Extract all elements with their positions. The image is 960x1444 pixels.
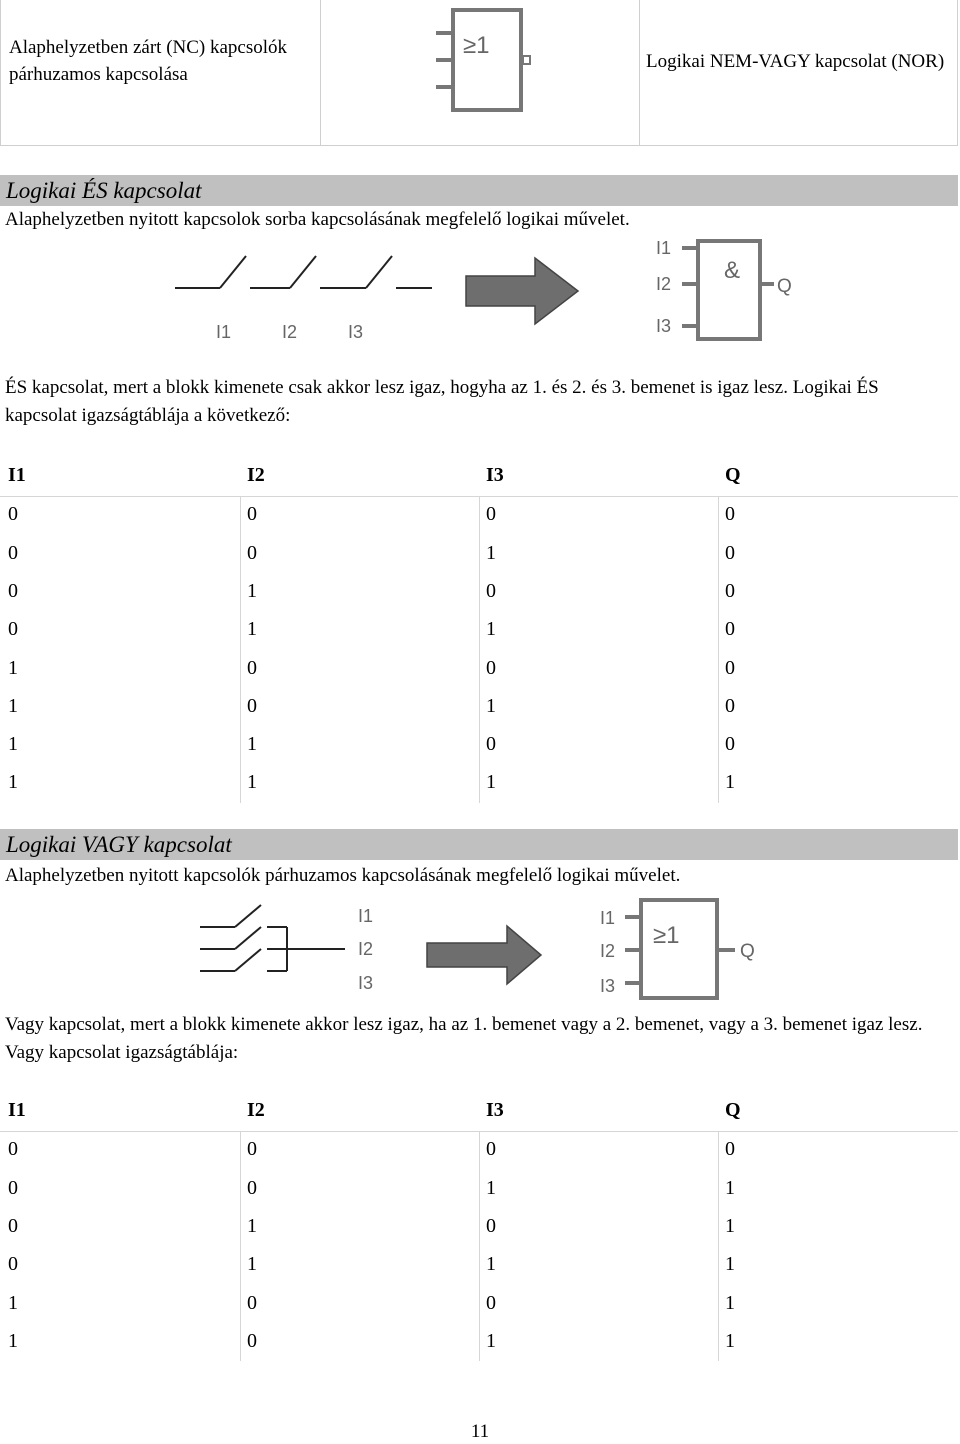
table-cell: 0 — [8, 541, 18, 564]
or-switch-label-i1: I1 — [358, 906, 374, 926]
table-cell: 0 — [725, 656, 735, 679]
table-cell: 0 — [486, 1214, 496, 1237]
and-gate-label: & — [724, 257, 741, 284]
table-cell: 0 — [486, 656, 496, 679]
table-cell: 1 — [247, 1253, 257, 1276]
table-cell: 0 — [486, 1291, 496, 1314]
or-switch-label-i2: I2 — [358, 939, 374, 959]
table-cell: 1 — [8, 1329, 18, 1352]
table-cell: 1 — [247, 1214, 257, 1237]
header-divider — [0, 496, 958, 497]
table-cell: 1 — [725, 1253, 735, 1276]
table-cell: 0 — [8, 1138, 18, 1161]
or-section-description: Alaphelyzetben nyitott kapcsolók párhuzamos kapcsolásának megfelelő logikai művelet. — [5, 865, 681, 886]
right-arrow-icon — [427, 926, 541, 984]
and-gate-icon — [682, 241, 774, 339]
table-cell: 0 — [247, 1138, 257, 1161]
table-cell: 0 — [8, 618, 18, 641]
table-cell: 1 — [486, 1176, 496, 1199]
table-cell: 1 — [247, 618, 257, 641]
table-cell: 1 — [8, 771, 18, 794]
table-cell: 0 — [247, 1329, 257, 1352]
table-cell: 1 — [8, 1291, 18, 1314]
column-divider — [240, 1131, 241, 1361]
or-gate-icon — [625, 900, 735, 998]
nor-gate-symbol — [321, 0, 641, 146]
table-cell: 0 — [8, 1214, 18, 1237]
table-cell: 0 — [486, 579, 496, 602]
column-divider — [479, 496, 480, 802]
table-cell: 0 — [486, 733, 496, 756]
table-cell: 1 — [486, 1329, 496, 1352]
table-cell: 0 — [247, 694, 257, 717]
or-gate-label: ≥1 — [653, 922, 680, 949]
table-cell: 1 — [247, 733, 257, 756]
table-cell: 1 — [486, 541, 496, 564]
table-cell: 0 — [725, 503, 735, 526]
table-cell: 0 — [725, 618, 735, 641]
table-cell: 1 — [247, 771, 257, 794]
column-divider — [240, 496, 241, 802]
table-cell: 0 — [486, 503, 496, 526]
table-cell: 0 — [725, 733, 735, 756]
table-cell: 1 — [8, 656, 18, 679]
and-gate-input-i2: I2 — [656, 274, 672, 294]
column-header: Q — [725, 1099, 741, 1121]
table-cell: 0 — [725, 579, 735, 602]
top-cell-middle — [320, 0, 640, 146]
table-cell: 0 — [725, 1138, 735, 1161]
column-header: Q — [725, 464, 741, 486]
or-switch-label-i3: I3 — [358, 973, 374, 993]
series-switches-icon — [175, 256, 432, 288]
or-section-explanation: Vagy kapcsolat, mert a blokk kimenete akkor lesz igaz, ha az 1. bemenet vagy a 2. bemenet, vagy a 3. bemenet igaz lesz. Vagy kapcsolat igazságtáblája: — [5, 1014, 923, 1063]
nor-text: Logikai NEM-VAGY kapcsolat (NOR) — [646, 51, 945, 72]
table-cell: 1 — [725, 1329, 735, 1352]
column-header: I1 — [8, 1099, 26, 1121]
and-switch-label-i2: I2 — [282, 322, 298, 342]
right-arrow-icon — [466, 258, 578, 324]
or-truth-table — [0, 1093, 958, 1363]
column-header: I1 — [8, 464, 26, 486]
and-switch-label-i3: I3 — [348, 322, 364, 342]
table-cell: 0 — [8, 1176, 18, 1199]
parallel-switches-icon — [200, 905, 345, 971]
table-cell: 0 — [247, 1291, 257, 1314]
table-cell: 0 — [725, 541, 735, 564]
column-header: I2 — [247, 464, 265, 486]
table-cell: 0 — [247, 1176, 257, 1199]
and-section-explanation: ÉS kapcsolat, mert a blokk kimenete csak akkor lesz igaz, hogyha az 1. és 2. és 3. bemenet is igaz lesz. Logikai ÉS kapcsolat igazságtáblája a következő: — [5, 377, 879, 426]
and-truth-table — [0, 458, 958, 803]
table-cell: 0 — [8, 1253, 18, 1276]
nor-gate-label: ≥1 — [463, 32, 490, 59]
and-gate-input-i3: I3 — [656, 316, 672, 336]
table-cell: 0 — [486, 1138, 496, 1161]
or-gate-input-i1: I1 — [600, 908, 616, 928]
and-section-description: Alaphelyzetben nyitott kapcsolok sorba kapcsolásának megfelelő logikai művelet. — [5, 209, 630, 230]
top-cell-right — [639, 0, 958, 146]
or-section-title: Logikai VAGY kapcsolat — [6, 832, 232, 857]
table-cell: 0 — [247, 541, 257, 564]
top-table-row — [0, 0, 958, 147]
and-section-title: Logikai ÉS kapcsolat — [6, 178, 202, 203]
table-cell: 1 — [8, 733, 18, 756]
top-cell-left — [0, 0, 321, 146]
and-gate-output: Q — [777, 276, 792, 297]
and-diagram — [170, 236, 810, 346]
and-switch-label-i1: I1 — [216, 322, 232, 342]
or-diagram — [195, 895, 795, 1003]
column-divider — [479, 1131, 480, 1361]
table-cell: 0 — [247, 503, 257, 526]
table-cell: 1 — [486, 1253, 496, 1276]
nc-parallel-text: Alaphelyzetben zárt (NC) kapcsolók párhuzamos kapcsolása — [9, 37, 288, 85]
table-cell: 1 — [486, 694, 496, 717]
table-cell: 1 — [725, 1176, 735, 1199]
table-cell: 0 — [725, 694, 735, 717]
column-header: I2 — [247, 1099, 265, 1121]
table-cell: 1 — [486, 618, 496, 641]
and-gate-input-i1: I1 — [656, 238, 672, 258]
table-cell: 1 — [247, 579, 257, 602]
header-divider — [0, 1131, 958, 1132]
table-cell: 1 — [8, 694, 18, 717]
table-cell: 1 — [725, 1214, 735, 1237]
column-header: I3 — [486, 464, 504, 486]
table-cell: 0 — [247, 656, 257, 679]
page-number: 11 — [470, 1421, 490, 1442]
or-gate-input-i2: I2 — [600, 941, 616, 961]
column-header: I3 — [486, 1099, 504, 1121]
column-divider — [718, 1131, 719, 1361]
table-cell: 1 — [725, 1291, 735, 1314]
table-cell: 0 — [8, 503, 18, 526]
table-cell: 1 — [486, 771, 496, 794]
column-divider — [718, 496, 719, 802]
table-cell: 1 — [725, 771, 735, 794]
table-cell: 0 — [8, 579, 18, 602]
or-gate-input-i3: I3 — [600, 976, 616, 996]
or-gate-output: Q — [740, 941, 755, 962]
